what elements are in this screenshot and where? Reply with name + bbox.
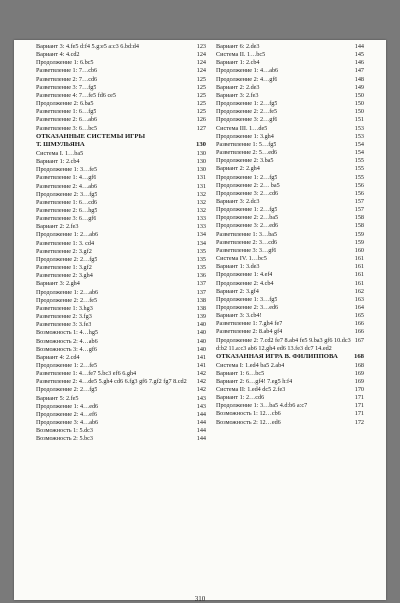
toc-entry-title: Возможность 1: 12…cb6 <box>216 410 281 418</box>
toc-page-ref: 125 <box>196 91 206 99</box>
toc-page-ref: 142 <box>196 386 206 394</box>
toc-page-ref: 161 <box>354 263 364 271</box>
toc-page-ref: 167 <box>354 336 364 344</box>
toc-entry <box>36 125 206 133</box>
toc-entry <box>216 125 364 133</box>
toc-entry <box>36 76 206 84</box>
toc-entry-title: Разветвление 1: 3.gf2 <box>36 264 92 272</box>
toc-entry-title: Продолжение 3: 2…gf6 <box>216 116 278 124</box>
toc-entry-title: Вариант 3: 2.fe3 <box>216 91 259 99</box>
toc-entry-title: Разветвление 1: 3. cd4 <box>36 239 95 247</box>
toc-page-ref: 136 <box>196 272 206 280</box>
toc-entry-title: Возможность 1: 4…hg5 <box>36 329 99 337</box>
toc-page-ref: 169 <box>354 369 364 377</box>
toc-entry-title: Разветвление 2: 6…hg5 <box>36 207 98 214</box>
toc-page-ref: 133 <box>196 223 206 231</box>
toc-entry-title: Продолжение 2: 2… ba5 <box>216 181 280 189</box>
toc-entry <box>36 59 206 67</box>
toc-entry-title: Разветвление 3: 6…bc5 <box>36 124 98 132</box>
toc-page-ref: 166 <box>354 328 364 336</box>
toc-entry-title: Продолжение 3: 4…ab6 <box>36 419 99 427</box>
toc-entry-title: Продолжение 1: 3…ba5 4.d:b6 a:c7 <box>216 402 308 410</box>
toc-page-ref: 124 <box>196 67 206 75</box>
toc-entry-title: Разветвление 3: 6…gf6 <box>36 215 97 223</box>
toc-entry <box>36 84 206 92</box>
toc-entry <box>36 427 206 435</box>
toc-entry-title: Продолжение 2: 2…fe5 <box>36 296 98 304</box>
toc-entry <box>36 223 206 231</box>
toc-entry <box>216 410 364 418</box>
toc-entry <box>216 386 364 394</box>
toc-page-ref: 153 <box>354 132 364 140</box>
toc-entry <box>216 255 364 263</box>
toc-entry <box>216 239 364 247</box>
section-heading <box>216 353 364 362</box>
toc-entry-title: Разветвление 2: 8.ab4 gf4 <box>216 328 283 336</box>
toc-entry-title: Продолжение 1: 2…fe5 <box>36 361 98 369</box>
toc-entry-title: Продолжение 1: 3…fe5 <box>36 166 98 174</box>
toc-entry <box>216 296 364 304</box>
toc-entry <box>216 51 364 59</box>
toc-entry-title: Вариант 1: 2.cb4 <box>36 158 80 166</box>
toc-entry-title: Разветвление 1: 7.gh4 fe7 <box>216 320 283 328</box>
toc-entry <box>36 289 206 297</box>
toc-entry-title: Продолжение 2: 4.cb4 <box>216 279 274 287</box>
toc-entry <box>216 116 364 124</box>
toc-page-ref: 156 <box>354 189 364 197</box>
section-heading <box>36 133 206 142</box>
toc-entry-title: Продолжение 2: 6.ba5 <box>36 100 94 108</box>
toc-entry <box>36 362 206 370</box>
toc-page-ref: 135 <box>196 247 206 255</box>
toc-page-ref: 168 <box>353 352 364 360</box>
toc-entry <box>36 321 206 329</box>
toc-entry-title: Продолжение 1: 4.ef4 <box>216 271 273 279</box>
toc-page-ref: 161 <box>354 279 364 287</box>
toc-entry-title: Продолжение 2: 2…ba5 <box>216 214 279 222</box>
toc-page-ref: 156 <box>354 181 364 189</box>
toc-entry-title: Разветвление 1: 3.hg3 <box>36 304 93 312</box>
toc-entry <box>36 419 206 427</box>
toc-entry <box>216 174 364 182</box>
toc-entry-title: Вариант 6: 2.de3 <box>216 43 260 50</box>
toc-page-ref: 172 <box>354 418 364 426</box>
toc-entry-title: Продолжение 1: 4…ab6 <box>216 67 279 75</box>
toc-page-ref: 165 <box>354 312 364 320</box>
toc-page-ref: 131 <box>196 174 206 182</box>
toc-entry <box>36 272 206 280</box>
toc-entry <box>216 328 364 336</box>
heading-text: ОТКАЗАННАЯ ИГРА В. ФИЛИППОВА <box>216 352 338 360</box>
toc-entry <box>36 191 206 199</box>
toc-entry <box>216 165 364 173</box>
toc-entry <box>36 231 206 239</box>
toc-entry-title: Продолжение 2: 7.cd2 fe7 8.ab4 fe5 9.ba3 gf6 10.dc3 d:b2 11.a:c3 ab6 12.gh4 ed6 13.fe3 dc7 14.ed2 <box>216 336 351 352</box>
toc-entry-title: Продолжение 1: 4…ed6 <box>36 402 99 410</box>
toc-page-ref: 153 <box>354 124 364 132</box>
toc-page-ref: 133 <box>196 215 206 223</box>
toc-entry-title: Разветвление 1: 7…cb6 <box>36 67 98 75</box>
toc-entry <box>36 166 206 174</box>
toc-entry-title: Вариант 1: 2.cb4 <box>216 59 260 67</box>
toc-entry-title: Система I: 1.ed4 ba5 2.ab4 <box>216 361 285 369</box>
toc-page-ref: 157 <box>354 206 364 214</box>
toc-entry <box>36 108 206 116</box>
toc-entry-title: Система II: 1.ed4 dc5 2.fe3 <box>216 386 286 393</box>
toc-page-ref: 126 <box>196 116 206 124</box>
toc-entry-title: Вариант 1: 6…bc5 <box>216 369 265 377</box>
toc-entry <box>216 214 364 222</box>
toc-page-ref: 134 <box>196 239 206 247</box>
toc-page-ref: 124 <box>196 51 206 59</box>
toc-entry-title: Разветвление 1: 4…gf6 <box>36 174 97 182</box>
toc-entry-title: Разветвление 2: 3.gh4 <box>36 272 93 280</box>
toc-entry <box>216 141 364 149</box>
toc-entry <box>36 395 206 403</box>
toc-page-ref: 149 <box>354 83 364 91</box>
toc-entry <box>36 338 206 346</box>
toc-entry-title: Продолжение 3: 2…ed6 <box>216 222 279 230</box>
toc-page-ref: 150 <box>354 100 364 108</box>
toc-page-ref: 131 <box>196 182 206 190</box>
toc-entry <box>216 67 364 75</box>
toc-entry-title: Разветвление 1: 4…fe7 5.bc3 ef6 6.gh4 <box>36 370 137 378</box>
toc-entry <box>36 92 206 100</box>
toc-page-ref: 147 <box>354 67 364 75</box>
toc-page-ref: 132 <box>196 198 206 206</box>
toc-entry-title: Продолжение 2: 2…fg5 <box>36 386 98 394</box>
toc-page-ref: 144 <box>196 427 206 435</box>
toc-entry-title: Вариант 2: 3.gf4 <box>216 287 259 295</box>
toc-page-ref: 125 <box>196 100 206 108</box>
toc-entry <box>36 354 206 362</box>
toc-entry <box>216 100 364 108</box>
toc-entry <box>36 67 206 75</box>
toc-entry <box>36 116 206 124</box>
toc-page-ref: 155 <box>354 173 364 181</box>
toc-entry-title: Разветвление 3: 3…gf6 <box>216 246 277 254</box>
toc-entry <box>216 59 364 67</box>
toc-page-ref: 140 <box>196 321 206 329</box>
toc-page-ref: 139 <box>196 313 206 321</box>
toc-entry <box>216 337 364 353</box>
toc-entry <box>36 207 206 215</box>
toc-entry <box>216 206 364 214</box>
toc-page-ref: 123 <box>196 43 206 50</box>
toc-page-ref: 135 <box>196 264 206 272</box>
toc-page-ref: 160 <box>354 246 364 254</box>
toc-entry-title: Разветвление 1: 6…cd6 <box>36 198 98 206</box>
toc-entry-title: Разветвление 2: 7…cd6 <box>36 75 98 83</box>
toc-entry <box>216 280 364 288</box>
toc-entry <box>216 288 364 296</box>
toc-entry-title: Система III. 1…de5 <box>216 124 268 132</box>
toc-entry-title: Вариант 3: 4.fe5 d:f4 5.g:e5 a:c3 6.bd:d4 <box>36 43 139 50</box>
toc-entry-title: Вариант 5: 2.fe5 <box>36 394 79 402</box>
toc-entry-title: Продолжение 2: 2…fe5 <box>216 108 278 116</box>
toc-page-ref: 140 <box>196 345 206 353</box>
toc-entry-title: Система I. 1…ba5 <box>36 149 84 157</box>
toc-page-ref: 134 <box>196 231 206 239</box>
toc-entry <box>216 43 364 51</box>
toc-entry <box>216 108 364 116</box>
toc-entry-title: Вариант 2: 6…gf4! 7.eg5 h:f4 <box>216 377 293 385</box>
toc-entry-title: Вариант 2: 2.de3 <box>216 83 260 91</box>
heading-text: Т. ШМУЛЬЯНА <box>36 141 85 149</box>
toc-entry <box>36 264 206 272</box>
toc-entry <box>216 304 364 312</box>
toc-entry <box>36 297 206 305</box>
toc-page-ref: 169 <box>354 377 364 385</box>
toc-entry-title: Продолжение 1: 2…ab6 <box>36 288 99 296</box>
toc-entry-title: Вариант 2: 2.fe3 <box>36 223 79 231</box>
toc-entry <box>216 312 364 320</box>
toc-entry <box>36 411 206 419</box>
toc-entry-title: Разветвление 4: 7…fe5 fd6 ce5 <box>36 91 117 99</box>
toc-entry <box>36 305 206 313</box>
toc-entry-title: Возможность 2: 4…ab6 <box>36 337 98 345</box>
toc-entry-title: Разветвление 2: 4…ab6 <box>36 182 98 190</box>
toc-page-ref: 130 <box>196 166 206 174</box>
toc-entry <box>36 51 206 59</box>
toc-entry <box>216 92 364 100</box>
toc-entry-title: Продолжение 2: 4…ef6 <box>36 410 98 418</box>
toc-entry-title: Продолжение 1: 3.gh4 <box>216 132 274 140</box>
toc-entry-title: Разветвление 1: 5…fg5 <box>216 140 277 148</box>
toc-page-ref: 127 <box>196 124 206 132</box>
toc-entry-title: Разветвление 2: 6…ab6 <box>36 116 98 124</box>
toc-entry <box>36 256 206 264</box>
toc-page-ref: 171 <box>354 394 364 402</box>
toc-entry <box>216 190 364 198</box>
toc-entry <box>216 198 364 206</box>
toc-page-ref: 143 <box>196 402 206 410</box>
toc-entry <box>36 174 206 182</box>
section-heading <box>36 141 206 150</box>
toc-entry-title: Продолжение 1: 6.bc5 <box>36 59 94 67</box>
toc-entry <box>216 84 364 92</box>
toc-entry-title: Разветвление 1: 6…fg5 <box>36 108 97 116</box>
toc-entry <box>216 394 364 402</box>
toc-entry-title: Продолжение 1: 3…fg5 <box>216 295 278 303</box>
toc-entry-title: Разветвление 2: 5…ed6 <box>216 149 278 157</box>
toc-entry <box>216 247 364 255</box>
toc-entry <box>36 370 206 378</box>
toc-entry-title: Разветвление 3: 3.fe3 <box>36 321 92 329</box>
toc-page-ref: 140 <box>196 337 206 345</box>
toc-page-ref: 132 <box>196 207 206 214</box>
heading-text: ОТКАЗАННЫЕ СИСТЕМЫ ИГРЫ <box>36 132 146 140</box>
toc-page-ref: 144 <box>354 43 364 50</box>
toc-page-ref: 171 <box>354 402 364 410</box>
toc-page-ref: 130 <box>196 158 206 166</box>
toc-entry-title: Продолжение 2: 2…fg5 <box>36 255 98 263</box>
toc-entry <box>216 271 364 279</box>
toc-entry <box>216 362 364 370</box>
toc-entry <box>216 182 364 190</box>
toc-entry-title: Продолжение 2: 3…ed6 <box>216 304 279 311</box>
toc-entry <box>36 386 206 394</box>
toc-entry-title: Возможность 2: 12…ed6 <box>216 418 281 426</box>
toc-entry-title: Разветвление 2: 3…cd6 <box>216 238 278 246</box>
toc-page-ref: 148 <box>354 75 364 83</box>
toc-entry-title: Разветвление 1: 3…ba5 <box>216 230 278 238</box>
toc-page-ref: 157 <box>354 197 364 205</box>
toc-entry <box>36 150 206 158</box>
toc-entry-title: Возможность 1: 5.dc3 <box>36 427 94 435</box>
toc-entry-title: Система II. 1…bc5 <box>216 51 266 59</box>
toc-entry-title: Вариант 1: 3.de3 <box>216 263 260 271</box>
toc-entry-title: Продолжение 1: 2…fg5 <box>216 173 278 181</box>
toc-entry <box>36 329 206 337</box>
toc-entry-title: Вариант 1: 2…cd6 <box>216 394 265 402</box>
toc-entry-title: Продолжение 2: 4…gf6 <box>216 75 278 83</box>
toc-entry-title: Вариант 2: 2.gh4 <box>216 165 260 173</box>
toc-entry <box>36 280 206 288</box>
toc-page-ref: 150 <box>354 108 364 116</box>
toc-page-ref: 130 <box>195 141 206 149</box>
toc-page-ref: 141 <box>196 361 206 369</box>
toc-page-ref: 144 <box>196 435 206 443</box>
toc-entry-title: Вариант 4: 2.cd4 <box>36 353 80 361</box>
toc-entry-title: Продолжение 1: 2…fg5 <box>216 206 278 214</box>
toc-page-ref: 138 <box>196 296 206 304</box>
toc-entry <box>36 248 206 256</box>
toc-entry-title: Продолжение 1: 2…fg5 <box>216 100 278 108</box>
toc-entry-title: Вариант 3: 3.cb4! <box>216 312 262 320</box>
toc-entry-title: Вариант 4: 4.cd2 <box>36 51 80 59</box>
toc-entry-title: Разветвление 2: 4…de5 5.gh4 cd6 6.fg3 gf6 7.gf2 fg7 8.cd2 <box>36 378 187 386</box>
toc-left-column <box>36 43 206 444</box>
toc-page-ref: 132 <box>196 190 206 198</box>
toc-entry-title: Вариант 3: 2.gh4 <box>36 280 80 288</box>
toc-page-ref: 158 <box>354 214 364 222</box>
toc-entry <box>216 370 364 378</box>
page-number: 310 <box>194 595 206 603</box>
toc-entry-title: Продолжение 2: 3.ba5 <box>216 157 274 165</box>
toc-page-ref: 130 <box>196 149 206 157</box>
toc-page-ref: 142 <box>196 378 206 386</box>
toc-entry <box>216 133 364 141</box>
toc-page-ref: 170 <box>354 386 364 393</box>
toc-entry-title: Возможность 3: 4…gf6 <box>36 345 97 353</box>
toc-page-ref: 140 <box>196 329 206 337</box>
toc-page-ref: 168 <box>354 361 364 369</box>
toc-entry-title: Продолжение 1: 2…ab6 <box>36 231 99 239</box>
toc-page-ref: 159 <box>354 238 364 246</box>
toc-page-ref: 154 <box>354 140 364 148</box>
toc-page-ref: 155 <box>354 165 364 173</box>
toc-page-ref: 161 <box>354 255 364 263</box>
toc-entry <box>216 76 364 84</box>
toc-entry <box>216 378 364 386</box>
toc-entry <box>36 43 206 51</box>
toc-page-ref: 125 <box>196 75 206 83</box>
toc-entry <box>216 157 364 165</box>
book-page <box>14 40 386 603</box>
toc-page-ref: 154 <box>354 149 364 157</box>
toc-page-ref: 164 <box>354 304 364 311</box>
toc-entry <box>36 199 206 207</box>
toc-page-ref: 125 <box>196 108 206 116</box>
toc-entry <box>36 215 206 223</box>
toc-page-ref: 166 <box>354 320 364 328</box>
toc-page-ref: 135 <box>196 255 206 263</box>
toc-page-ref: 144 <box>196 410 206 418</box>
toc-page-ref: 158 <box>354 222 364 230</box>
toc-entry <box>36 435 206 443</box>
toc-entry <box>36 378 206 386</box>
toc-entry-title: Продолжение 2: 3…fg5 <box>36 190 98 198</box>
toc-entry <box>216 419 364 427</box>
toc-page-ref: 137 <box>196 280 206 288</box>
toc-page-ref: 145 <box>354 51 364 59</box>
toc-page-ref: 138 <box>196 304 206 312</box>
toc-page-ref: 142 <box>196 370 206 378</box>
toc-page-ref: 146 <box>354 59 364 67</box>
toc-page-ref: 143 <box>196 394 206 402</box>
toc-entry <box>36 100 206 108</box>
toc-page-ref: 155 <box>354 157 364 165</box>
toc-entry <box>216 402 364 410</box>
toc-page-ref: 171 <box>354 410 364 418</box>
toc-entry <box>36 346 206 354</box>
toc-entry <box>216 231 364 239</box>
toc-page-ref: 144 <box>196 419 206 427</box>
toc-entry <box>36 183 206 191</box>
toc-right-column <box>216 43 364 427</box>
toc-entry <box>36 313 206 321</box>
toc-entry-title: Разветвление 2: 3.fg3 <box>36 313 92 321</box>
toc-entry <box>36 403 206 411</box>
toc-entry <box>216 263 364 271</box>
toc-entry-title: Система IV. 1…bc5 <box>216 255 267 263</box>
toc-entry-title: Разветвление 3: 7…fg5 <box>36 83 97 91</box>
toc-page-ref: 150 <box>354 91 364 99</box>
toc-page-ref: 137 <box>196 288 206 296</box>
toc-entry-title: Продолжение 3: 2…cd6 <box>216 189 279 197</box>
toc-page-ref: 124 <box>196 59 206 67</box>
toc-entry <box>36 240 206 248</box>
toc-page-ref: 151 <box>354 116 364 124</box>
toc-page-ref: 141 <box>196 353 206 361</box>
toc-page-ref: 159 <box>354 230 364 238</box>
toc-entry <box>36 158 206 166</box>
toc-entry-title: Возможность 2: 5.bc3 <box>36 435 94 443</box>
toc-entry-title: Вариант 3: 2.dc3 <box>216 197 260 205</box>
toc-page-ref: 161 <box>354 271 364 279</box>
toc-entry <box>216 320 364 328</box>
toc-entry <box>216 149 364 157</box>
toc-entry-title: Разветвление 2: 3.gf2 <box>36 247 92 255</box>
toc-entry <box>216 222 364 230</box>
toc-page-ref: 162 <box>354 287 364 295</box>
toc-page-ref: 163 <box>354 295 364 303</box>
toc-page-ref: 125 <box>196 83 206 91</box>
